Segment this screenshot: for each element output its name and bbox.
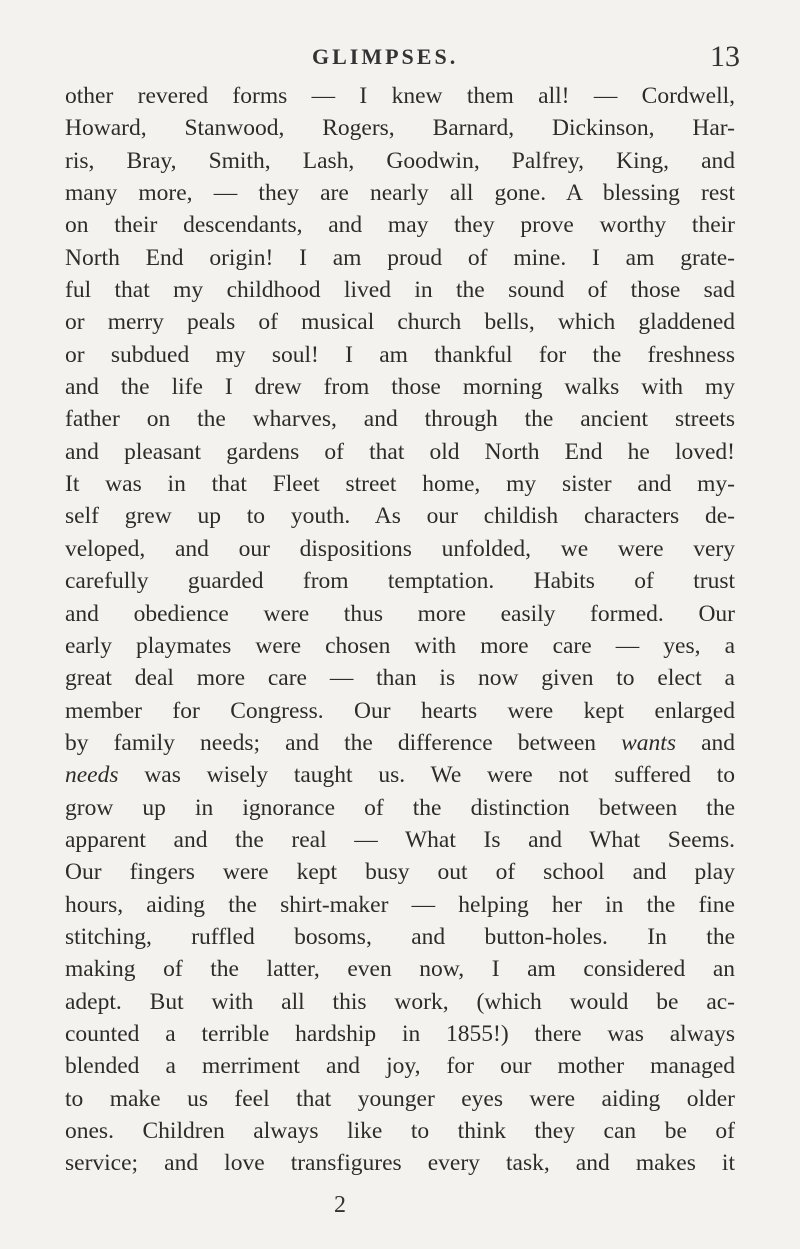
text-line: to make us feel that younger eyes were aiding older	[65, 1085, 735, 1112]
page-number: 13	[710, 40, 740, 73]
text-line: early playmates were chosen with more care — yes, a	[65, 632, 735, 659]
text-line: North End origin! I am proud of mine. I am grate-	[65, 244, 735, 271]
signature-mark-number: 2	[334, 1192, 346, 1218]
text-line: father on the wharves, and through the ancient streets	[65, 406, 735, 433]
text-line: member for Congress. Our hearts were kept enlarged	[65, 697, 735, 724]
text-line: carefully guarded from temptation. Habits of trust	[65, 568, 735, 595]
text-line: great deal more care — than is now given to elect a	[65, 665, 735, 692]
text-line: or merry peals of musical church bells, which gladdened	[65, 309, 735, 336]
italic-word-needs: needs	[65, 762, 119, 789]
text-line: self grew up to youth. As our childish characters de-	[65, 503, 735, 530]
running-head	[62, 40, 742, 80]
text-line: and obedience were thus more easily formed. Our	[65, 600, 735, 627]
text-line: and pleasant gardens of that old North End he loved!	[65, 438, 735, 465]
text-line: making of the latter, even now, I am considered an	[65, 956, 735, 983]
text-line: on their descendants, and may they prove worthy their	[65, 212, 735, 239]
text-line: veloped, and our dispositions unfolded, we were very	[65, 535, 735, 562]
text-line: counted a terrible hardship in 1855!) there was always	[65, 1020, 735, 1047]
text-line-mixed	[65, 759, 735, 791]
text-line: stitching, ruffled bosoms, and button-holes. In the	[65, 923, 735, 950]
body-text	[65, 80, 735, 1180]
signature-mark	[0, 1190, 800, 1220]
text-line: grow up in ignorance of the distinction between the	[65, 794, 735, 821]
text-line: many more, — they are nearly all gone. A blessing rest	[65, 180, 735, 207]
text-line: adept. But with all this work, (which would be ac-	[65, 988, 735, 1015]
text-line: ones. Children always like to think they can be of	[65, 1118, 735, 1144]
text-segment: was wisely taught us. We were not suffered to	[144, 762, 735, 789]
text-line: apparent and the real — What Is and What Seems.	[65, 826, 735, 853]
text-segment: by family needs; and the difference between	[65, 729, 597, 756]
text-line: or subdued my soul! I am thankful for the freshness	[65, 341, 735, 368]
text-line: service; and love transfigures every task, and makes it	[65, 1150, 735, 1177]
text-line-mixed	[65, 727, 735, 759]
text-line: hours, aiding the shirt-maker — helping her in the fine	[65, 891, 735, 918]
text-segment: and	[701, 729, 735, 756]
text-line: ris, Bray, Smith, Lash, Goodwin, Palfrey, King, and	[65, 147, 735, 174]
text-line: Howard, Stanwood, Rogers, Barnard, Dickinson, Har-	[65, 115, 735, 142]
running-title: GLIMPSES.	[312, 44, 459, 69]
text-line: It was in that Fleet street home, my sister and my-	[65, 471, 735, 498]
italic-word-wants: wants	[621, 729, 676, 756]
text-line: Our fingers were kept busy out of school and play	[65, 859, 735, 886]
text-line: other revered forms — I knew them all! — Cordwell,	[65, 83, 735, 109]
text-line: blended a merriment and joy, for our mother managed	[65, 1053, 735, 1080]
text-line: and the life I drew from those morning walks with my	[65, 374, 735, 401]
text-line: ful that my childhood lived in the sound of those sad	[65, 277, 735, 304]
